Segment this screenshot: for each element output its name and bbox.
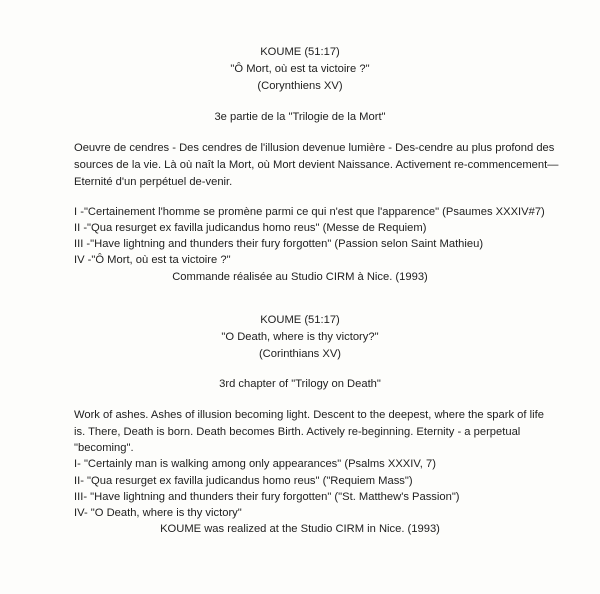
en-movement: III- "Have lightning and thunders their fury forgotten" ("St. Matthew's Passion"): [74, 491, 460, 503]
en-desc-line: "becoming".: [74, 442, 134, 454]
en-title: KOUME (51:17): [260, 314, 340, 326]
fr-quote: "Ô Mort, où est ta victoire ?": [230, 63, 370, 75]
fr-movement: II -"Qua resurget ex favilla judicandus homo reus" (Messe de Requiem): [74, 222, 427, 234]
fr-movement: III -"Have lightning and thunders their fury forgotten" (Passion selon Saint Mathieu): [74, 238, 484, 250]
fr-subtitle: 3e partie de la "Trilogie de la Mort": [214, 111, 386, 123]
en-credit: KOUME was realized at the Studio CIRM in Nice. (1993): [160, 523, 440, 535]
en-movement: IV- "O Death, where is thy victory": [74, 507, 242, 519]
fr-source: (Corynthiens XV): [257, 80, 343, 92]
fr-movement: I -"Certainement l'homme se promène parmi ce qui n'est que l'apparence" (Psaumes XXXIV#7): [74, 206, 545, 218]
en-movement: I- "Certainly man is walking among only appearances" (Psalms XXXIV, 7): [74, 458, 436, 470]
fr-desc-line: sources de la vie. Là où naît la Mort, où Mort devient Naissance. Activement re-commencement—: [74, 159, 559, 171]
fr-movement: IV -"Ô Mort, où est ta victoire ?": [74, 254, 231, 266]
fr-desc-line: Eternité d'un perpétuel de-venir.: [74, 176, 233, 188]
fr-credit: Commande réalisée au Studio CIRM à Nice. (1993): [172, 271, 428, 283]
fr-title: KOUME (51:17): [260, 46, 340, 58]
en-source: (Corinthians XV): [258, 348, 342, 360]
en-desc-line: is. There, Death is born. Death becomes Birth. Actively re-beginning. Eternity - a perpetual: [74, 426, 521, 438]
en-desc-line: Work of ashes. Ashes of illusion becoming light. Descent to the deepest, where the spark of life: [74, 409, 544, 421]
en-quote: "O Death, where is thy victory?": [221, 331, 379, 343]
en-movement: II- "Qua resurget ex favilla judicandus homo reus" ("Requiem Mass"): [74, 475, 413, 487]
fr-desc-line: Oeuvre de cendres - Des cendres de l'illusion devenue lumière - Des-cendre au plus profond des: [74, 142, 555, 154]
en-subtitle: 3rd chapter of "Trilogy on Death": [219, 378, 381, 390]
